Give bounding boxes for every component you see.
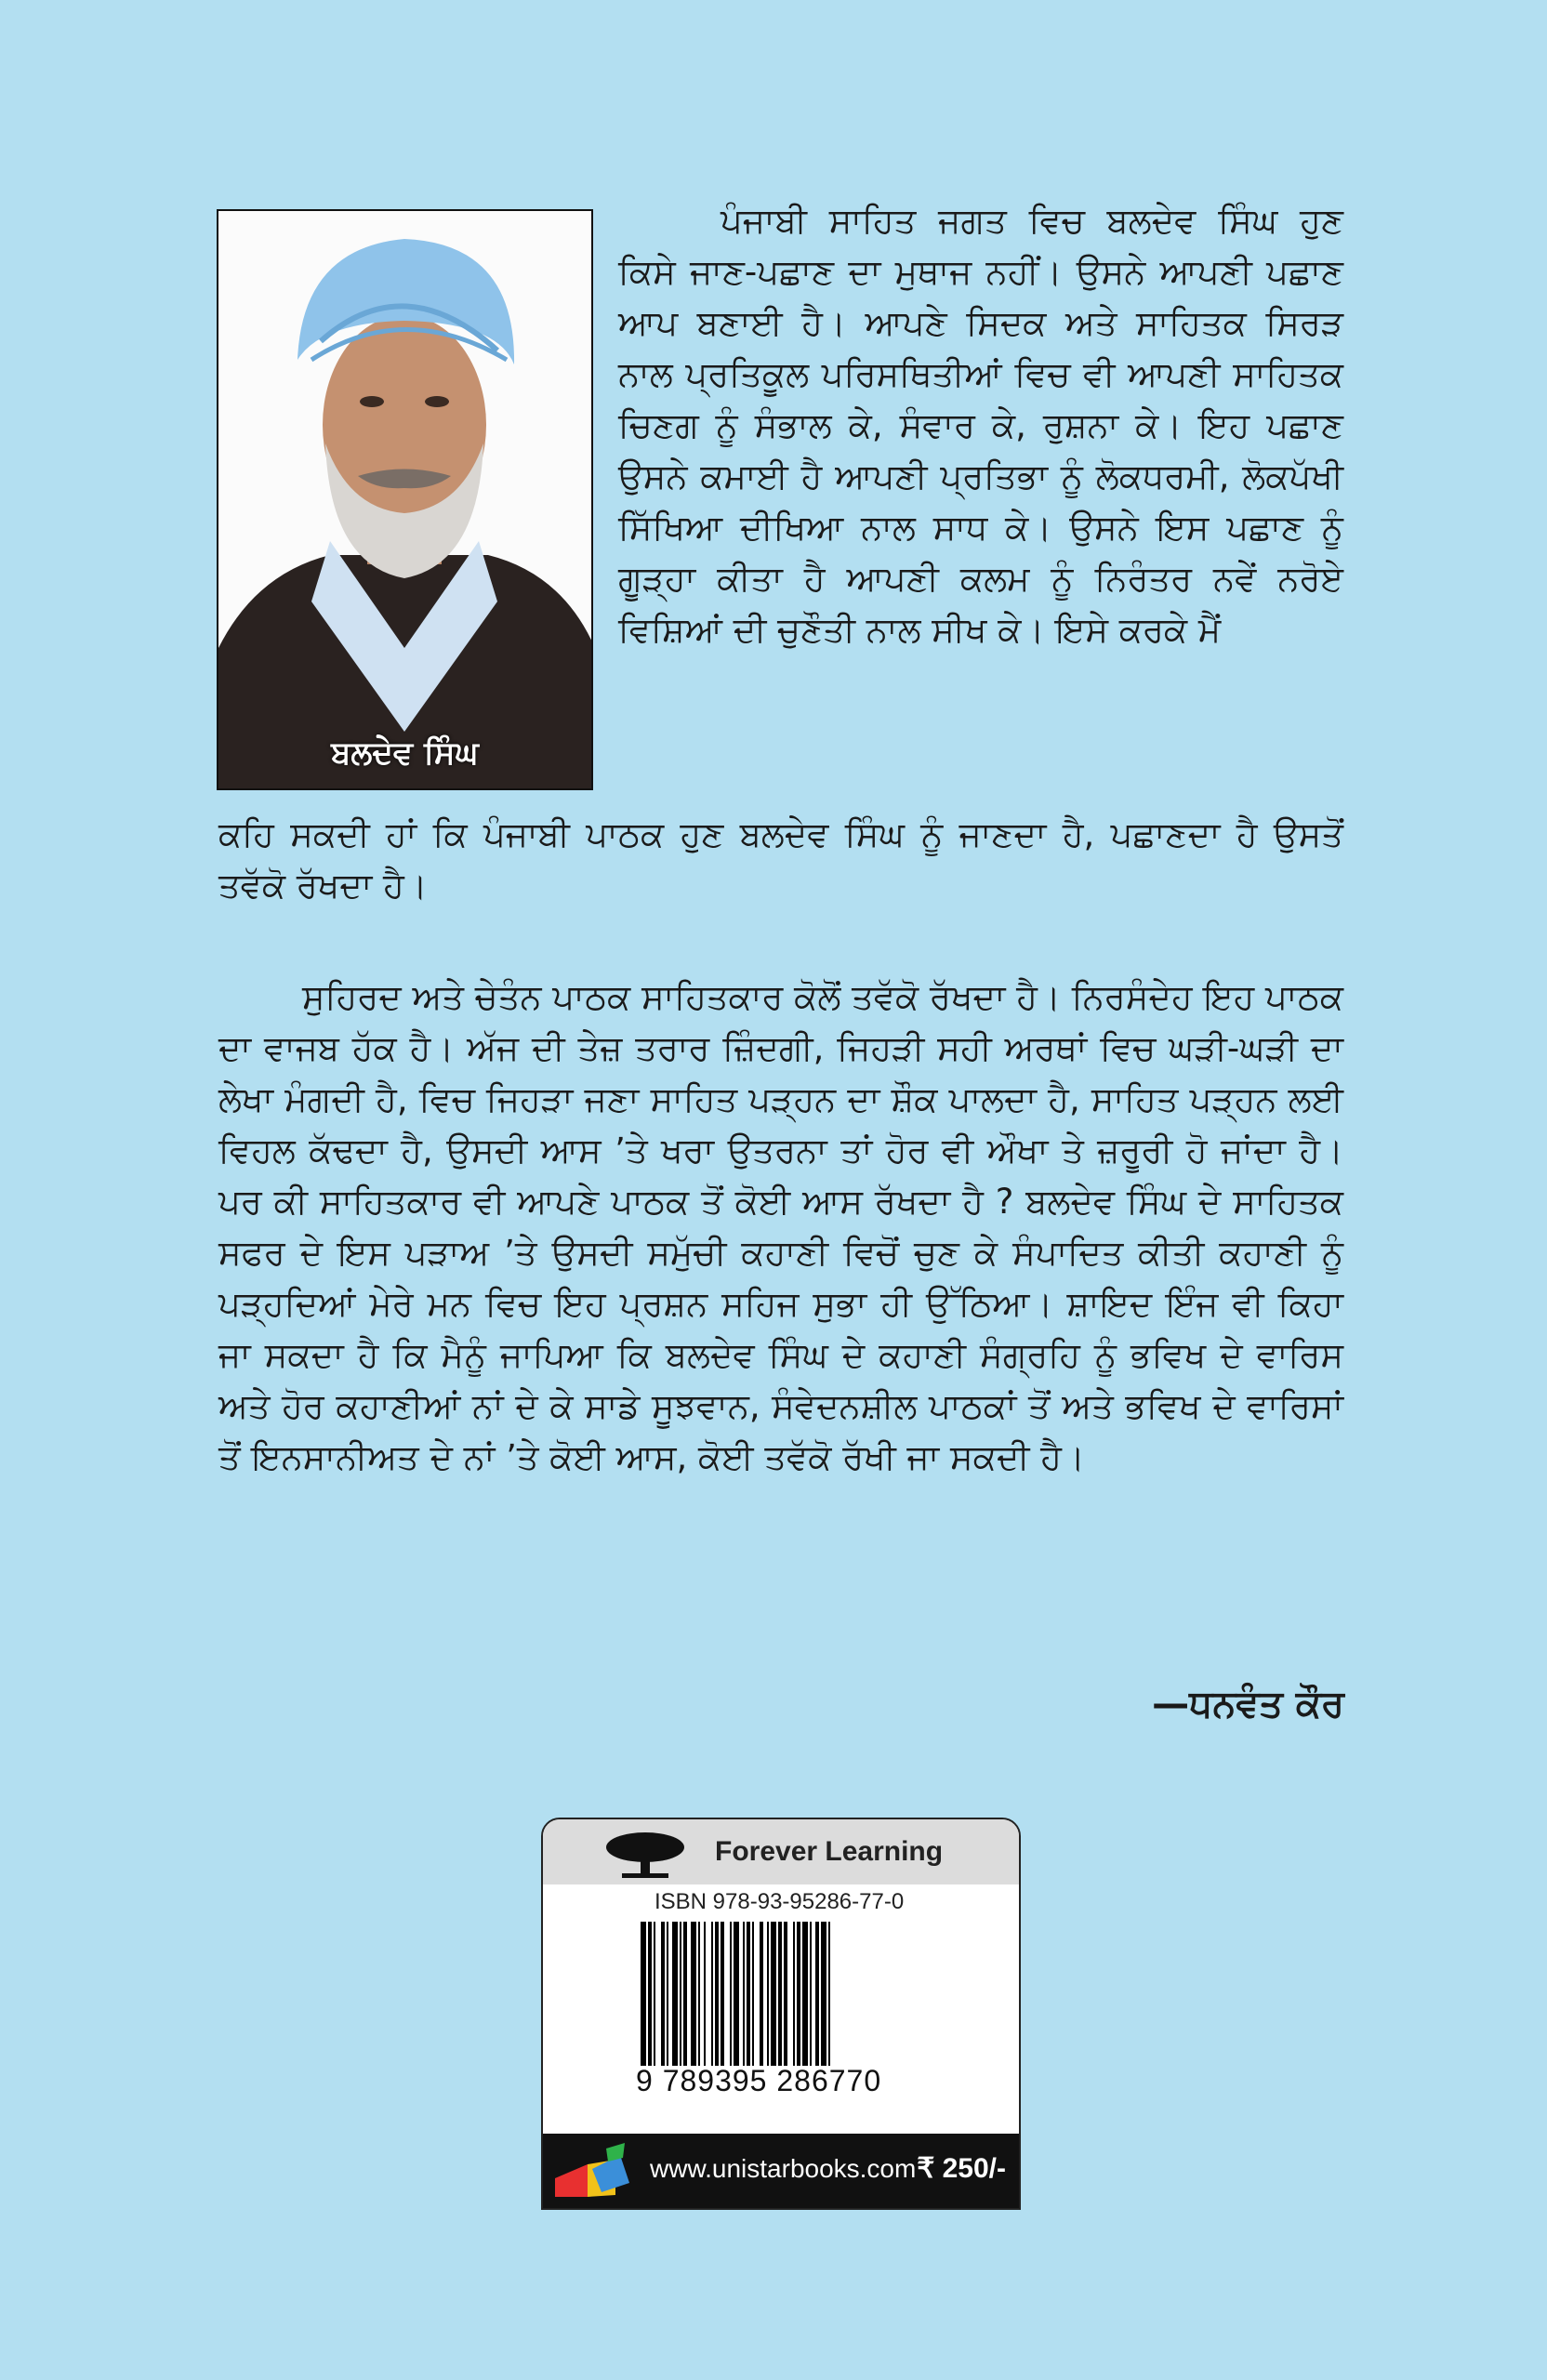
barcode-box xyxy=(541,1818,1021,2210)
barcode-bar xyxy=(721,1922,724,2066)
barcode-bar xyxy=(704,1922,706,2066)
barcode-bar xyxy=(691,1922,696,2066)
barcode-bar xyxy=(730,1922,732,2066)
publisher-tagline: Forever Learning xyxy=(715,1836,944,1867)
barcode-bar xyxy=(711,1922,713,2066)
publisher-website: www.unistarbooks.com xyxy=(650,2154,917,2183)
barcode-bar xyxy=(797,1922,800,2066)
barcode-bar xyxy=(743,1922,745,2066)
barcode-bar xyxy=(810,1922,812,2066)
publisher-header xyxy=(543,1819,1019,1884)
barcode-bar xyxy=(784,1922,787,2066)
photo-caption: ਬਲਦੇਵ ਸਿੰਘ xyxy=(331,734,479,772)
price: ₹ 250/- xyxy=(917,2153,1006,2184)
author-portrait-icon xyxy=(218,211,593,790)
barcode-bar xyxy=(815,1922,819,2066)
barcode-bar xyxy=(683,1922,687,2066)
publisher-footer xyxy=(543,2134,1019,2208)
barcode-bar xyxy=(828,1922,830,2066)
signature: —ਧਨਵੰਤ ਕੌਰ xyxy=(1152,1683,1344,1726)
isbn-digits: 9 789395 286770 xyxy=(636,2064,882,2097)
barcode-bar xyxy=(802,1922,808,2066)
barcode-bar xyxy=(672,1922,678,2066)
blurb-paragraph-1-wrap: ਪੰਜਾਬੀ ਸਾਹਿਤ ਜਗਤ ਵਿਚ ਬਲਦੇਵ ਸਿੰਘ ਹੁਣ ਕਿਸੇ ਜਾਣ-ਪਛਾਣ ਦਾ ਮੁਥਾਜ ਨਹੀਂ। ਉਸਨੇ ਆਪਣੀ ਪਛਾਣ ਆਪ ਬਣਾਈ ਹੈ। ਆਪਣੇ ਸਿਦਕ ਅਤੇ ਸਾਹਿਤਕ ਸਿਰੜ ਨਾਲ ਪ੍ਰਤਿਕੂਲ ਪਰਿਸਥਿਤੀਆਂ ਵਿਚ ਵੀ ਆਪਣੀ ਸਾਹਿਤਕ ਚਿਣਗ ਨੂੰ ਸੰਭਾਲ ਕੇ, ਸੰਵਾਰ ਕੇ, ਰੁਸ਼ਨਾ ਕੇ। ਇਹ ਪਛਾਣ ਉਸਨੇ ਕਮਾਈ ਹੈ ਆਪਣੀ ਪ੍ਰਤਿਭਾ ਨੂੰ ਲੋਕਧਰਮੀ, ਲੋਕਪੱਖੀ ਸਿੱਖਿਆ ਦੀਖਿਆ ਨਾਲ ਸਾਧ ਕੇ। ਉਸਨੇ ਇਸ ਪਛਾਣ ਨੂੰ ਗੂੜ੍ਹਾ ਕੀਤਾ ਹੈ ਆਪਣੀ ਕਲਮ ਨੂੰ ਨਿਰੰਤਰ ਨਵੇਂ ਨਰੋਏ ਵਿਸ਼ਿਆਂ ਦੀ ਚੁਣੌਤੀ ਨਾਲ ਸੀਖ ਕੇ। ਇਸੇ ਕਰਕੇ ਮੈਂ xyxy=(618,201,1343,650)
blurb-paragraph-1-full: ਕਹਿ ਸਕਦੀ ਹਾਂ ਕਿ ਪੰਜਾਬੀ ਪਾਠਕ ਹੁਣ ਬਲਦੇਵ ਸਿੰਘ ਨੂੰ ਜਾਣਦਾ ਹੈ, ਪਛਾਣਦਾ ਹੈ ਉਸਤੋਂ ਤਵੱਕੋ ਰੱਖਦਾ ਹੈ। xyxy=(218,814,1343,906)
isbn-label: ISBN 978-93-95286-77-0 xyxy=(654,1889,905,1914)
barcode-bar xyxy=(752,1922,754,2066)
barcode-bar xyxy=(698,1922,700,2066)
barcode-bar xyxy=(734,1922,739,2066)
barcode-bar xyxy=(767,1922,769,2066)
barcode-bar xyxy=(771,1922,776,2066)
barcode-bar xyxy=(747,1922,750,2066)
barcode-bar xyxy=(641,1922,646,2066)
author-photo xyxy=(217,209,593,790)
blurb-paragraph-2: ਸੁਹਿਰਦ ਅਤੇ ਚੇਤੰਨ ਪਾਠਕ ਸਾਹਿਤਕਾਰ ਕੋਲੋਂ ਤਵੱਕੋ ਰੱਖਦਾ ਹੈ। ਨਿਰਸੰਦੇਹ ਇਹ ਪਾਠਕ ਦਾ ਵਾਜਬ ਹੱਕ ਹੈ। ਅੱਜ ਦੀ ਤੇਜ਼ ਤਰਾਰ ਜ਼ਿੰਦਗੀ, ਜਿਹੜੀ ਸਹੀ ਅਰਥਾਂ ਵਿਚ ਘੜੀ-ਘੜੀ ਦਾ ਲੇਖਾ ਮੰਗਦੀ ਹੈ, ਵਿਚ ਜਿਹੜਾ ਜਣਾ ਸਾਹਿਤ ਪੜ੍ਹਨ ਦਾ ਸ਼ੌਕ ਪਾਲਦਾ ਹੈ, ਸਾਹਿਤ ਪੜ੍ਹਨ ਲਈ ਵਿਹਲ ਕੱਢਦਾ ਹੈ, ਉਸਦੀ ਆਸ ’ਤੇ ਖਰਾ ਉਤਰਨਾ ਤਾਂ ਹੋਰ ਵੀ ਔਖਾ ਤੇ ਜ਼ਰੂਰੀ ਹੋ ਜਾਂਦਾ ਹੈ। ਪਰ ਕੀ ਸਾਹਿਤਕਾਰ ਵੀ ਆਪਣੇ ਪਾਠਕ ਤੋਂ ਕੋਈ ਆਸ ਰੱਖਦਾ ਹੈ ? ਬਲਦੇਵ ਸਿੰਘ ਦੇ ਸਾਹਿਤਕ ਸਫਰ ਦੇ ਇਸ ਪੜਾਅ ’ਤੇ ਉਸਦੀ ਸਮੁੱਚੀ ਕਹਾਣੀ ਵਿਚੋਂ ਚੁਣ ਕੇ ਸੰਪਾਦਿਤ ਕੀਤੀ ਕਹਾਣੀ ਨੂੰ ਪੜ੍ਹਦਿਆਂ ਮੇਰੇ ਮਨ ਵਿਚ ਇਹ ਪ੍ਰਸ਼ਨ ਸਹਿਜ ਸੁਭਾ ਹੀ ਉੱਠਿਆ। ਸ਼ਾਇਦ ਇੰਜ ਵੀ ਕਿਹਾ ਜਾ ਸਕਦਾ ਹੈ ਕਿ ਮੈਨੂੰ ਜਾਪਿਆ ਕਿ ਬਲਦੇਵ ਸਿੰਘ ਦੇ ਕਹਾਣੀ ਸੰਗ੍ਰਹਿ ਨੂੰ ਭਵਿਖ ਦੇ ਵਾਰਿਸ ਅਤੇ ਹੋਰ ਕਹਾਣੀਆਂ ਨਾਂ ਦੇ ਕੇ ਸਾਡੇ ਸੂਝਵਾਨ, ਸੰਵੇਦਨਸ਼ੀਲ ਪਾਠਕਾਂ ਤੋਂ ਅਤੇ ਭਵਿਖ ਦੇ ਵਾਰਿਸਾਂ ਤੋਂ ਇਨਸਾਨੀਅਤ ਦੇ ਨਾਂ ’ਤੇ ਕੋਈ ਆਸ, ਕੋਈ ਤਵੱਕੋ ਰੱਖੀ ਜਾ ਸਕਦੀ ਹੈ। xyxy=(218,977,1343,1477)
barcode-bar xyxy=(680,1922,681,2066)
barcode-bar xyxy=(654,1922,655,2066)
tree-icon xyxy=(599,1829,692,1880)
publisher-logo-icon xyxy=(550,2141,639,2201)
barcode-bar xyxy=(760,1922,763,2066)
barcode-bar xyxy=(648,1922,652,2066)
barcode-bar xyxy=(667,1922,668,2066)
barcode-bar xyxy=(778,1922,782,2066)
barcode-bars xyxy=(641,1922,929,2066)
barcode-bar xyxy=(661,1922,665,2066)
barcode-bar xyxy=(715,1922,719,2066)
barcode-bar xyxy=(821,1922,826,2066)
barcode-bar xyxy=(793,1922,795,2066)
